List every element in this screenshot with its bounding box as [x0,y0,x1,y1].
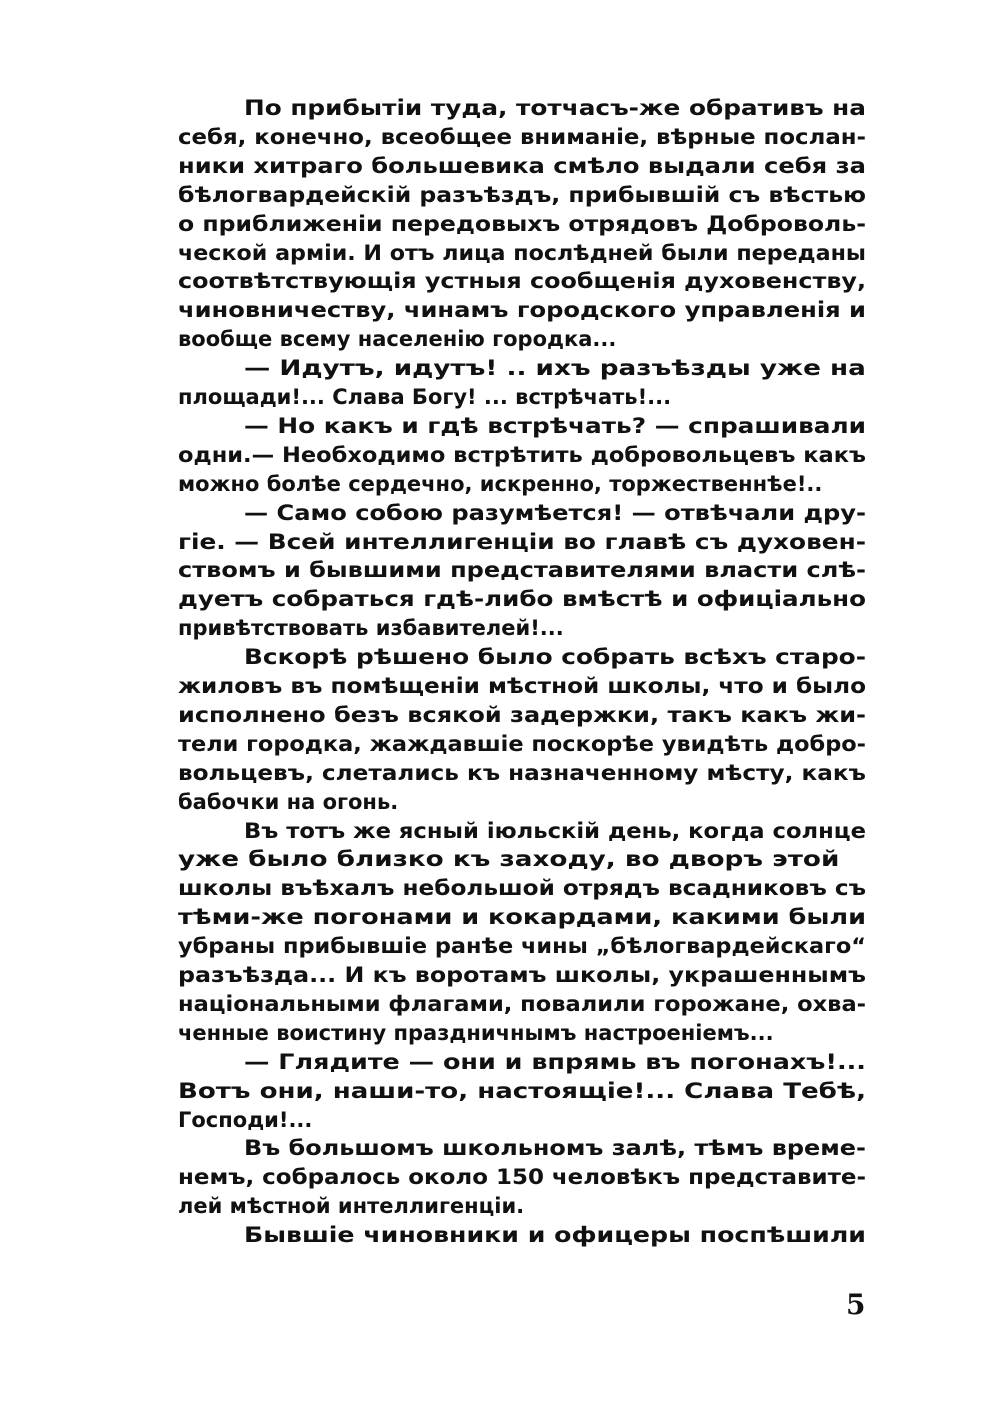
text-line [178,672,866,701]
text-line [178,441,866,470]
text-line [178,961,866,990]
text-line [178,845,866,874]
text-line [178,528,866,557]
page-body [178,94,866,1274]
text-line-content: лей мѣстной интеллигенціи. [178,1194,525,1219]
text-line-content: исполнено безъ всякой задержки, такъ какъ жи- [178,702,866,727]
text-line [178,1106,866,1135]
text-line [178,123,866,152]
text-line [178,1163,866,1192]
text-line-content: тели городка, жаждавшіе поскорѣе увидѣть добро- [178,731,866,756]
text-line-content: бабочки на огонь. [178,789,399,814]
text-line [178,1019,866,1048]
text-line-content: Вскорѣ рѣшено было собрать всѣхъ старо- [244,645,866,670]
text-line [178,239,866,268]
text-line-content: тѣми-же погонами и кокардами, какими были [178,905,866,930]
text-line [178,585,866,614]
text-line-content: — Глядите — они и впрямь въ погонахъ!... [244,1049,866,1074]
text-line-content: вообще всему населенію городка... [178,327,617,352]
text-line-content: немъ, собралось около 150 человѣкъ представите- [178,1165,866,1190]
text-line-content: ствомъ и бывшими представителями власти слѣ- [178,558,866,583]
text-line [178,383,866,412]
text-line-content: бѣлогвардейскій разъѣздъ, прибывшій съ вѣстью [178,182,866,207]
text-line-content: чиновничеству, чинамъ городского управленія и [178,298,866,323]
text-line-content: площади!... Слава Богу! ... встрѣчать!... [178,385,672,409]
text-line [178,614,866,643]
text-line [178,903,866,932]
text-line-content: ченные воистину праздничнымъ настроеніемъ... [178,1020,774,1045]
text-line-content: Въ большомъ школьномъ залѣ, тѣмъ време- [244,1136,866,1161]
text-line [178,990,866,1019]
text-line [178,1134,866,1163]
text-line-content: По прибытіи туда, тотчасъ-же обративъ на [244,96,866,120]
text-line-content: — Но какъ и гдѣ встрѣчать? — спрашивали [244,413,866,438]
text-line [178,1221,866,1250]
text-line-content: національными флагами, повалили горожане, охва- [178,991,866,1016]
page-number: 5 [846,1288,866,1321]
text-line-content: уже было близко къ заходу, во дворъ этой [178,847,840,872]
text-line-content: себя, конечно, всеобщее вниманіе, вѣрные послан- [178,124,866,149]
text-line-content: привѣтствовать избавителей!... [178,616,564,641]
text-line-content: Господи!... [178,1107,313,1132]
text-line-content: дуетъ собраться гдѣ-либо вмѣстѣ и офиціально [178,587,866,612]
text-line [178,152,866,181]
text-line [178,267,866,296]
text-line-content: гіе. — Всей интеллигенціи во главѣ съ духовен- [178,529,866,554]
text-line [178,1048,866,1077]
text-line [178,296,866,325]
text-line [178,701,866,730]
text-line [178,412,866,441]
text-line [178,210,866,239]
text-line [178,556,866,585]
text-line [178,94,866,123]
text-line-content: убраны прибывшіе ранѣе чины „бѣлогвардейскаго“ [178,934,866,959]
text-line-content: — Само собою разумѣется! — отвѣчали дру- [244,500,866,525]
text-line-content: ческой арміи. И отъ лица послѣдней были переданы [178,240,866,265]
text-line-content: ники хитраго большевика смѣло выдали себя за [178,153,866,178]
text-line [178,788,866,817]
text-line [178,181,866,210]
text-line [178,817,866,846]
text-line [178,325,866,354]
text-line [178,354,866,383]
text-line [178,470,866,499]
text-line-content: Бывшіе чиновники и офицеры поспѣшили [244,1223,866,1248]
text-line [178,1192,866,1221]
text-line [178,1077,866,1106]
text-line [178,759,866,788]
text-line [178,730,866,759]
text-line-content: жиловъ въ помѣщеніи мѣстной школы, что и было [178,674,866,698]
text-line-content: — Идутъ, идутъ! .. ихъ разъѣзды уже на [244,356,866,381]
text-line [178,874,866,903]
text-line-content: школы въѣхалъ небольшой отрядъ всадниковъ съ [178,876,866,901]
text-line-content: Въ тотъ же ясный іюльскій день, когда солнце [244,818,866,843]
text-line-content: вольцевъ, слетались къ назначенному мѣсту, какъ [178,760,866,785]
text-line [178,499,866,528]
text-line-content: о приближеніи передовыхъ отрядовъ Доброволь- [178,211,866,236]
text-line-content: Вотъ они, наши-то, настоящіе!... Слава Тебѣ, [178,1078,866,1103]
text-line-content: можно болѣе сердечно, искренно, торжественнѣе!.. [178,471,823,496]
text-line [178,932,866,961]
text-line-content: соотвѣтствующія устныя сообщенія духовенству, [178,269,866,294]
text-line-content: разъѣзда... И къ воротамъ школы, украшеннымъ [178,963,866,987]
text-line-content: одни.— Необходимо встрѣтить добровольцевъ какъ [178,442,866,467]
text-line [178,643,866,672]
